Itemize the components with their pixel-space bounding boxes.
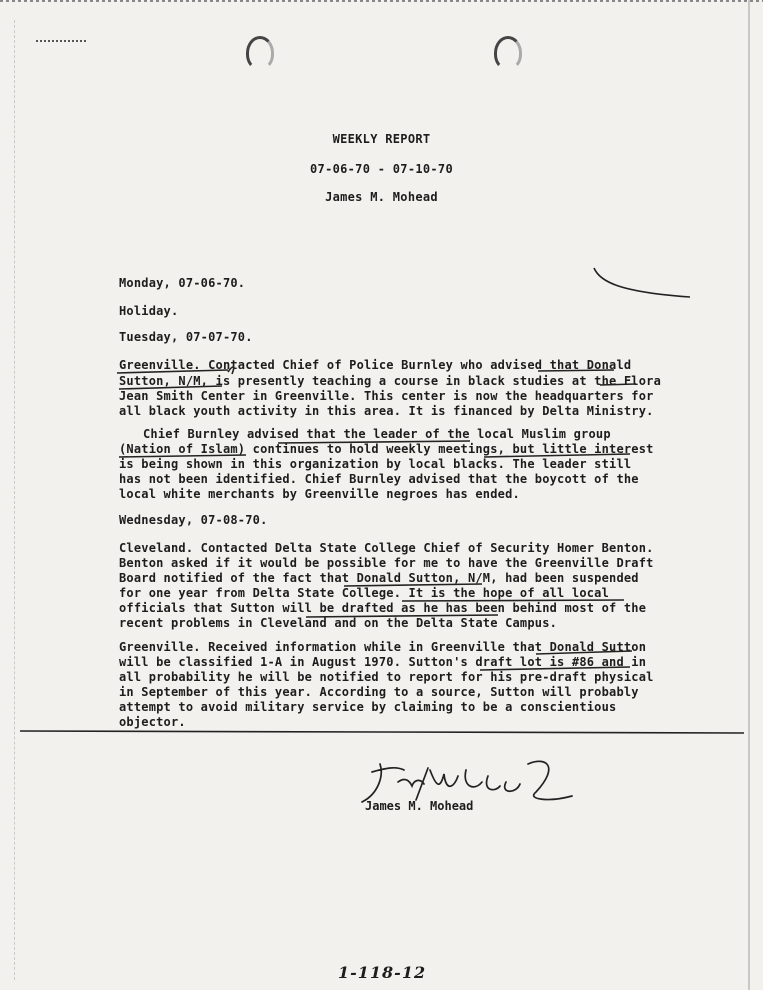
paragraph-line: has not been identified. Chief Burnley advised that the boycott of the: [119, 472, 639, 486]
paragraph-line: (Nation of Islam) continues to hold weekly meetings, but little interest: [119, 442, 654, 456]
paragraph-line: Cleveland. Contacted Delta State College Chief of Security Homer Benton.: [119, 541, 654, 555]
paragraph-line: for one year from Delta State College. It is the hope of all local: [119, 586, 610, 600]
paragraph-line: Greenville. Contacted Chief of Police Burnley who advised that Donald: [119, 358, 632, 372]
page-number: 1-118-12: [338, 963, 427, 982]
paragraph-line: all black youth activity in this area. It is financed by Delta Ministry.: [119, 404, 654, 418]
paragraph-line: Sutton, N/M, is presently teaching a course in black studies at the Flora: [119, 374, 661, 388]
paragraph-line: Benton asked if it would be possible for me to have the Greenville Draft: [119, 556, 654, 570]
paragraph-line: Board notified of the fact that Donald Sutton, N/M, had been suspended: [119, 571, 639, 585]
paragraph-line: in September of this year. According to a source, Sutton will probably: [119, 685, 639, 699]
paragraph-line: local white merchants by Greenville negroes has ended.: [119, 487, 520, 501]
paragraph-line: Jean Smith Center in Greenville. This center is now the headquarters for: [119, 389, 654, 403]
paragraph-line: is being shown in this organization by local blacks. The leader still: [119, 457, 632, 471]
report-author: James M. Mohead: [325, 190, 438, 204]
report-title: WEEKLY REPORT: [332, 132, 431, 146]
entry-note-holiday: Holiday.: [119, 304, 179, 318]
report-dates: 07-06-70 - 07-10-70: [310, 162, 453, 176]
paragraph-line: objector.: [119, 715, 186, 729]
paragraph-line: recent problems in Cleveland and on the Delta State Campus.: [119, 616, 558, 630]
paragraph-line: attempt to avoid military service by claiming to be a conscientious: [119, 700, 617, 714]
paragraph-line: will be classified 1-A in August 1970. Sutton's draft lot is #86 and in: [119, 655, 647, 669]
entry-day-monday: Monday, 07-06-70.: [119, 276, 246, 290]
paragraph-line: officials that Sutton will be drafted as he has been behind most of the: [119, 601, 647, 615]
paragraph-line: Greenville. Received information while in Greenville that Donald Sutton: [119, 640, 647, 654]
paragraph-line: Chief Burnley advised that the leader of the local Muslim group: [143, 427, 611, 441]
entry-day-tuesday: Tuesday, 07-07-70.: [119, 330, 253, 344]
typed-signature-name: James M. Mohead: [365, 799, 474, 813]
entry-day-wednesday: Wednesday, 07-08-70.: [119, 513, 268, 527]
paragraph-line: all probability he will be notified to report for his pre-draft physical: [119, 670, 654, 684]
